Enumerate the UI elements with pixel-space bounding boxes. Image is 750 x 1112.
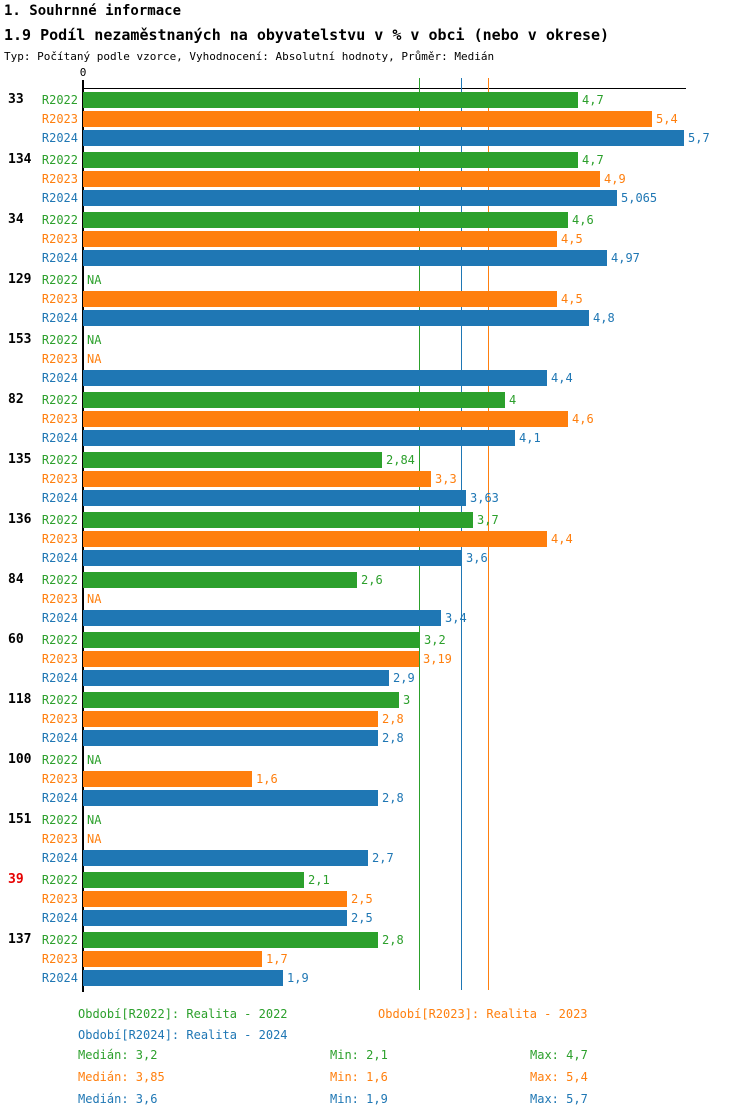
bar-value-label: 2,7 <box>372 851 394 865</box>
bar-r2023-118 <box>83 711 378 727</box>
series-row-label-r2023: R2023 <box>41 832 78 846</box>
series-row-label-r2024: R2024 <box>41 191 78 205</box>
group-label-137: 137 <box>8 932 32 947</box>
bar-r2024-82 <box>83 430 515 446</box>
series-row-label-r2022: R2022 <box>41 633 78 647</box>
bar-r2022-134 <box>83 152 578 168</box>
bar-r2022-135 <box>83 452 382 468</box>
bar-r2024-136 <box>83 550 462 566</box>
bar-r2024-137 <box>83 970 283 986</box>
bar-value-label: 3,4 <box>445 611 467 625</box>
series-row-label-r2024: R2024 <box>41 431 78 445</box>
bar-r2024-135 <box>83 490 466 506</box>
bar-value-label: 1,9 <box>287 971 309 985</box>
bar-r2022-118 <box>83 692 399 708</box>
bar-value-label: 4,6 <box>572 213 594 227</box>
bar-value-label: 4,8 <box>593 311 615 325</box>
series-row-label-r2024: R2024 <box>41 311 78 325</box>
series-row-label-r2023: R2023 <box>41 892 78 906</box>
bar-na-label: NA <box>87 753 102 767</box>
bar-r2022-82 <box>83 392 505 408</box>
series-row-label-r2023: R2023 <box>41 412 78 426</box>
group-label-129: 129 <box>8 272 32 287</box>
bar-r2023-82 <box>83 411 568 427</box>
group-label-33: 33 <box>8 92 24 107</box>
x-axis-line <box>82 88 686 89</box>
group-label-135: 135 <box>8 452 32 467</box>
series-row-label-r2024: R2024 <box>41 971 78 985</box>
bar-r2022-60 <box>83 632 420 648</box>
bar-r2024-33 <box>83 130 684 146</box>
group-label-60: 60 <box>8 632 24 647</box>
stat-min-r2024: Min: 1,9 <box>330 1092 388 1106</box>
bar-r2023-33 <box>83 111 652 127</box>
series-row-label-r2022: R2022 <box>41 393 78 407</box>
bar-value-label: 3,6 <box>466 551 488 565</box>
bar-value-label: 4 <box>509 393 517 407</box>
bar-r2023-34 <box>83 231 557 247</box>
series-row-label-r2023: R2023 <box>41 772 78 786</box>
group-label-100: 100 <box>8 752 32 767</box>
bar-value-label: 3,19 <box>423 652 452 666</box>
series-row-label-r2022: R2022 <box>41 933 78 947</box>
series-row-label-r2023: R2023 <box>41 592 78 606</box>
series-row-label-r2023: R2023 <box>41 352 78 366</box>
bar-r2022-39 <box>83 872 304 888</box>
group-label-151: 151 <box>8 812 32 827</box>
series-row-label-r2024: R2024 <box>41 251 78 265</box>
bar-r2023-100 <box>83 771 252 787</box>
chart-meta-line: Typ: Počítaný podle vzorce, Vyhodnocení: Absolutní hodnoty, Průměr: Medián <box>4 50 495 63</box>
bar-value-label: 2,8 <box>382 712 404 726</box>
series-row-label-r2024: R2024 <box>41 551 78 565</box>
bar-r2023-136 <box>83 531 547 547</box>
x-axis-origin-label: 0 <box>79 66 87 79</box>
series-row-label-r2023: R2023 <box>41 172 78 186</box>
bar-r2024-84 <box>83 610 441 626</box>
stat-min-r2022: Min: 2,1 <box>330 1048 388 1062</box>
stat-max-r2022: Max: 4,7 <box>530 1048 588 1062</box>
series-row-label-r2023: R2023 <box>41 952 78 966</box>
bar-value-label: 2,8 <box>382 933 404 947</box>
bar-r2024-100 <box>83 790 378 806</box>
series-row-label-r2022: R2022 <box>41 453 78 467</box>
series-row-label-r2024: R2024 <box>41 671 78 685</box>
stat-max-r2023: Max: 5,4 <box>530 1070 588 1084</box>
bar-value-label: 5,7 <box>688 131 710 145</box>
bar-value-label: 3,3 <box>435 472 457 486</box>
bar-value-label: 4,9 <box>604 172 626 186</box>
group-label-134: 134 <box>8 152 32 167</box>
bar-r2023-129 <box>83 291 557 307</box>
bar-r2024-153 <box>83 370 547 386</box>
bar-r2022-33 <box>83 92 578 108</box>
bar-r2022-137 <box>83 932 378 948</box>
bar-value-label: 4,5 <box>561 292 583 306</box>
bar-value-label: 2,5 <box>351 892 373 906</box>
series-row-label-r2022: R2022 <box>41 273 78 287</box>
stat-max-r2024: Max: 5,7 <box>530 1092 588 1106</box>
bar-r2024-151 <box>83 850 368 866</box>
bar-value-label: 2,8 <box>382 791 404 805</box>
bar-value-label: 4,7 <box>582 153 604 167</box>
series-row-label-r2024: R2024 <box>41 911 78 925</box>
series-row-label-r2024: R2024 <box>41 611 78 625</box>
bar-value-label: 1,6 <box>256 772 278 786</box>
series-row-label-r2022: R2022 <box>41 213 78 227</box>
bar-value-label: 4,1 <box>519 431 541 445</box>
series-row-label-r2024: R2024 <box>41 851 78 865</box>
series-row-label-r2022: R2022 <box>41 693 78 707</box>
series-row-label-r2022: R2022 <box>41 513 78 527</box>
bar-value-label: 2,84 <box>386 453 415 467</box>
legend-item-r2023: Období[R2023]: Realita - 2023 <box>378 1007 588 1021</box>
series-row-label-r2022: R2022 <box>41 93 78 107</box>
bar-value-label: 4,4 <box>551 371 573 385</box>
bar-na-label: NA <box>87 592 102 606</box>
series-row-label-r2022: R2022 <box>41 153 78 167</box>
group-label-34: 34 <box>8 212 24 227</box>
bar-r2024-118 <box>83 730 378 746</box>
series-row-label-r2022: R2022 <box>41 813 78 827</box>
series-row-label-r2024: R2024 <box>41 731 78 745</box>
bar-r2024-129 <box>83 310 589 326</box>
bar-r2022-84 <box>83 572 357 588</box>
bar-na-label: NA <box>87 352 102 366</box>
series-row-label-r2023: R2023 <box>41 292 78 306</box>
page-title: 1. Souhrnné informace <box>4 3 182 19</box>
series-row-label-r2022: R2022 <box>41 873 78 887</box>
series-row-label-r2023: R2023 <box>41 712 78 726</box>
bar-value-label: 2,9 <box>393 671 415 685</box>
bar-na-label: NA <box>87 813 102 827</box>
bar-r2024-134 <box>83 190 617 206</box>
stat-median-r2022: Medián: 3,2 <box>78 1048 158 1062</box>
bar-r2022-34 <box>83 212 568 228</box>
bar-value-label: 4,4 <box>551 532 573 546</box>
stat-median-r2024: Medián: 3,6 <box>78 1092 158 1106</box>
stat-min-r2023: Min: 1,6 <box>330 1070 388 1084</box>
bar-r2024-34 <box>83 250 607 266</box>
bar-value-label: 1,7 <box>266 952 288 966</box>
group-label-82: 82 <box>8 392 24 407</box>
bar-r2023-134 <box>83 171 600 187</box>
series-row-label-r2023: R2023 <box>41 532 78 546</box>
legend-item-r2022: Období[R2022]: Realita - 2022 <box>78 1007 288 1021</box>
group-label-153: 153 <box>8 332 32 347</box>
series-row-label-r2022: R2022 <box>41 333 78 347</box>
series-row-label-r2024: R2024 <box>41 491 78 505</box>
bar-na-label: NA <box>87 273 102 287</box>
bar-value-label: 3,7 <box>477 513 499 527</box>
series-row-label-r2024: R2024 <box>41 791 78 805</box>
series-row-label-r2022: R2022 <box>41 573 78 587</box>
series-row-label-r2023: R2023 <box>41 112 78 126</box>
bar-r2022-136 <box>83 512 473 528</box>
bar-value-label: 2,5 <box>351 911 373 925</box>
bar-value-label: 3 <box>403 693 411 707</box>
bar-r2024-60 <box>83 670 389 686</box>
group-label-39: 39 <box>8 872 24 887</box>
bar-value-label: 3,2 <box>424 633 446 647</box>
bar-r2023-137 <box>83 951 262 967</box>
bar-r2023-39 <box>83 891 347 907</box>
bar-value-label: 5,065 <box>621 191 658 205</box>
bar-na-label: NA <box>87 333 102 347</box>
bar-value-label: 2,1 <box>308 873 330 887</box>
stat-median-r2023: Medián: 3,85 <box>78 1070 165 1084</box>
series-row-label-r2023: R2023 <box>41 232 78 246</box>
bar-value-label: 3,63 <box>470 491 499 505</box>
bar-value-label: 2,6 <box>361 573 383 587</box>
bar-r2023-135 <box>83 471 431 487</box>
bar-r2024-39 <box>83 910 347 926</box>
legend-item-r2024: Období[R2024]: Realita - 2024 <box>78 1028 288 1042</box>
series-row-label-r2024: R2024 <box>41 131 78 145</box>
group-label-118: 118 <box>8 692 32 707</box>
bar-value-label: 4,5 <box>561 232 583 246</box>
series-row-label-r2023: R2023 <box>41 472 78 486</box>
bar-value-label: 4,97 <box>611 251 640 265</box>
series-row-label-r2022: R2022 <box>41 753 78 767</box>
bar-na-label: NA <box>87 832 102 846</box>
group-label-84: 84 <box>8 572 24 587</box>
bar-value-label: 5,4 <box>656 112 678 126</box>
bar-r2023-60 <box>83 651 419 667</box>
bar-value-label: 4,7 <box>582 93 604 107</box>
bar-value-label: 2,8 <box>382 731 404 745</box>
series-row-label-r2024: R2024 <box>41 371 78 385</box>
chart-title: 1.9 Podíl nezaměstnaných na obyvatelstvu v % v obci (nebo v okrese) <box>4 26 610 44</box>
bar-value-label: 4,6 <box>572 412 594 426</box>
series-row-label-r2023: R2023 <box>41 652 78 666</box>
group-label-136: 136 <box>8 512 32 527</box>
